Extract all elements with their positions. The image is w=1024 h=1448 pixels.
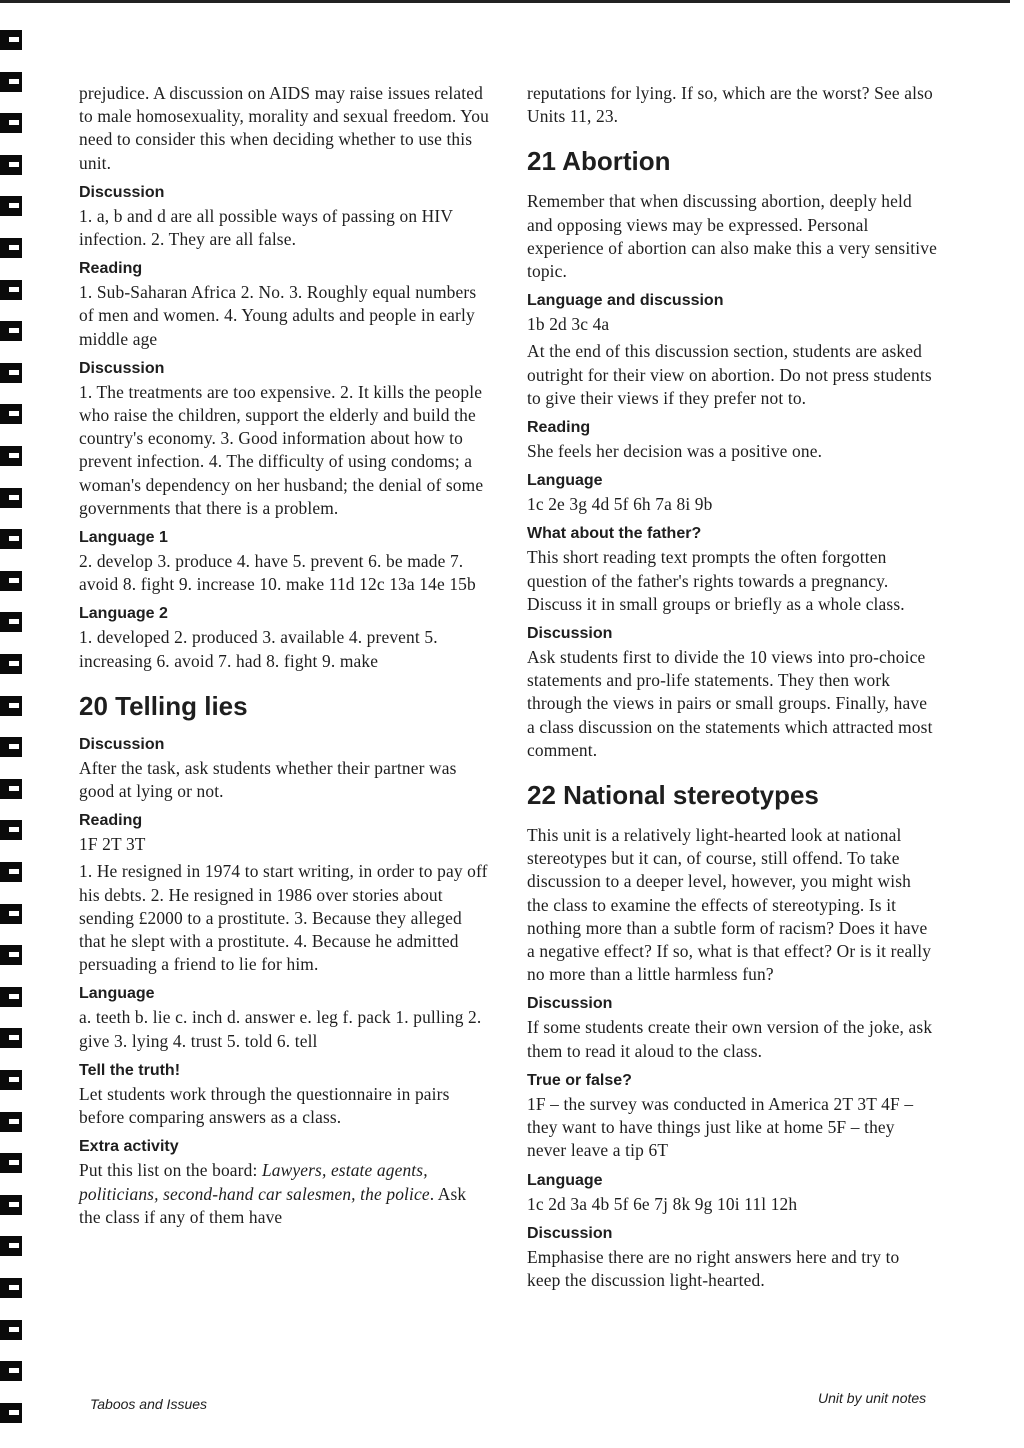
extra-activity-pre: Put this list on the board: — [79, 1160, 262, 1181]
section-text: 1F – the survey was conducted in America 2T 3T 4F – they want to have things just like at home 5F – they never leave a tip 6T — [527, 1093, 914, 1161]
binding-ring — [0, 446, 22, 466]
section-heading: Reading — [79, 812, 143, 830]
section-text: 1. The treatments are too expensive. 2. It kills the people who raise the children, support the elderly and build the country's economy. 3. Good information about how to prevent infection. 4. The difficulty of using condoms; a woman's dependency on her husband; the denial of some governments that there is a problem. — [79, 381, 484, 518]
extra-activity-list: Lawyers, estate agents, politicians, second-hand car salesmen, the police — [79, 1160, 430, 1204]
binding-ring — [0, 1403, 22, 1423]
section-heading: Extra activity — [79, 1138, 179, 1156]
binding-ring — [0, 1320, 22, 1340]
answer-line: 1b 2d 3c 4a — [527, 314, 610, 335]
spiral-binding — [0, 30, 26, 1430]
extra-activity-post: . Ask the class if any of them have — [79, 1183, 467, 1227]
section-heading: Language 2 — [79, 605, 168, 623]
right-column — [527, 82, 937, 1296]
unit-20-title: 20 Telling lies — [79, 690, 248, 721]
section-text: This short reading text prompts the often forgotten question of the father's rights towards a pregnancy. Discuss it in small groups or briefly as a whole class. — [527, 547, 905, 614]
binding-ring — [0, 363, 22, 383]
section-text: 1. He resigned in 1974 to start writing, in order to pay off his debts. 2. He resigned in 1986 over stories about sending £2000 to a prostitute. 3. Because they alleged that he slept with a prostitute. 4. Because he admitted persuading a friend to lie for him. — [79, 861, 488, 975]
left-intro-paragraph: prejudice. A discussion on AIDS may raise issues related to male homosexuality, morality and sexual freedom. You need to consider this when deciding whether to use this unit. — [79, 83, 489, 173]
left-column — [79, 82, 489, 1233]
unit-22-title: 22 National stereotypes — [527, 780, 819, 811]
section-heading: Reading — [527, 419, 591, 437]
binding-ring — [0, 155, 22, 175]
footer-section-title: Unit by unit notes — [818, 1390, 927, 1406]
binding-ring — [0, 1070, 22, 1090]
section-text: Ask students first to divide the 10 views into pro-choice statements and pro-life statements. They then work through the views in pairs or small groups. Finally, have a class discussion on the statements which attracted most comment. — [527, 647, 933, 760]
binding-ring — [0, 737, 22, 757]
binding-ring — [0, 113, 22, 133]
unit-22-intro: This unit is a relatively light-hearted look at national stereotypes but it can, of course, still offend. To take discussion to a deeper level, however, you might wish the class to examine the effects of stereotyping. Is it nothing more than a subtle form of racism? Does it have a negative effect? If so, what is that effect? Or is it really no more than a little harmless fun? — [527, 825, 932, 985]
section-text: Emphasise there are no right answers here and try to keep the discussion light-hearted. — [527, 1246, 900, 1290]
binding-ring — [0, 529, 22, 549]
section-text: 2. develop 3. produce 4. have 5. prevent 6. be made 7. avoid 8. fight 9. increase 10. make 11d 12c 13a 14e 15b — [79, 551, 476, 595]
section-text: After the task, ask students whether their partner was good at lying or not. — [79, 757, 457, 802]
binding-ring — [0, 862, 22, 882]
section-text: Let students work through the questionnaire in pairs before comparing answers as a class. — [79, 1083, 450, 1128]
section-text: At the end of this discussion section, students are asked outright for their view on abortion. Do not press students to give their views if they prefer not to. — [527, 341, 932, 408]
section-heading: What about the father? — [527, 525, 702, 543]
binding-ring — [0, 612, 22, 632]
binding-ring — [0, 1278, 22, 1298]
section-heading: Discussion — [79, 183, 165, 201]
binding-ring — [0, 196, 22, 216]
binding-ring — [0, 488, 22, 508]
binding-ring — [0, 904, 22, 924]
binding-ring — [0, 30, 22, 50]
binding-ring — [0, 696, 22, 716]
section-heading: Language 1 — [79, 529, 168, 547]
footer-book-title: Taboos and Issues — [90, 1396, 208, 1412]
binding-ring — [0, 987, 22, 1007]
binding-ring — [0, 654, 22, 674]
section-text: If some students create their own version of the joke, ask them to read it aloud to the class. — [527, 1017, 933, 1061]
binding-ring — [0, 72, 22, 92]
binding-ring — [0, 1153, 22, 1173]
section-text: 1c 2d 3a 4b 5f 6e 7j 8k 9g 10i 11l 12h — [527, 1193, 798, 1214]
extra-activity-text — [79, 1159, 489, 1229]
section-heading: Reading — [79, 260, 143, 278]
section-heading: Language — [79, 985, 155, 1003]
section-heading: Discussion — [527, 1224, 613, 1242]
section-heading: True or false? — [527, 1071, 632, 1089]
binding-ring — [0, 1028, 22, 1048]
binding-ring — [0, 779, 22, 799]
section-heading: Discussion — [527, 625, 613, 643]
binding-ring — [0, 1361, 22, 1381]
section-heading: Language — [527, 472, 603, 490]
binding-ring — [0, 280, 22, 300]
section-heading: Language — [527, 1171, 603, 1189]
section-text: She feels her decision was a positive one. — [527, 441, 823, 462]
unit-21-intro: Remember that when discussing abortion, deeply held and opposing views may be expressed. Personal experience of abortion can also make this a very sensitive topic. — [527, 191, 937, 282]
section-heading: Discussion — [79, 735, 165, 753]
right-intro-paragraph: reputations for lying. If so, which are the worst? See also Units 11, 23. — [527, 83, 933, 127]
section-heading: Language and discussion — [527, 292, 724, 310]
unit-21-title: 21 Abortion — [527, 146, 671, 177]
answer-line: 1F 2T 3T — [79, 834, 146, 855]
binding-ring — [0, 945, 22, 965]
binding-ring — [0, 571, 22, 591]
section-text: 1. a, b and d are all possible ways of passing on HIV infection. 2. They are all false. — [79, 205, 453, 250]
top-edge-line — [0, 0, 1010, 3]
binding-ring — [0, 404, 22, 424]
section-text: a. teeth b. lie c. inch d. answer e. leg f. pack 1. pulling 2. give 3. lying 4. trust 5. told 6. tell — [79, 1007, 482, 1051]
binding-ring — [0, 820, 22, 840]
section-heading: Discussion — [79, 359, 165, 377]
section-heading: Tell the truth! — [79, 1061, 181, 1079]
binding-ring — [0, 238, 22, 258]
binding-ring — [0, 1112, 22, 1132]
section-text: 1. developed 2. produced 3. available 4. prevent 5. increasing 6. avoid 7. had 8. fight 9. make — [79, 627, 438, 671]
binding-ring — [0, 321, 22, 341]
section-text: 1c 2e 3g 4d 5f 6h 7a 8i 9b — [527, 494, 713, 515]
binding-ring — [0, 1236, 22, 1256]
section-text: 1. Sub-Saharan Africa 2. No. 3. Roughly equal numbers of men and women. 4. Young adults and people in early middle age — [79, 282, 477, 349]
binding-ring — [0, 1195, 22, 1215]
section-heading: Discussion — [527, 995, 613, 1013]
